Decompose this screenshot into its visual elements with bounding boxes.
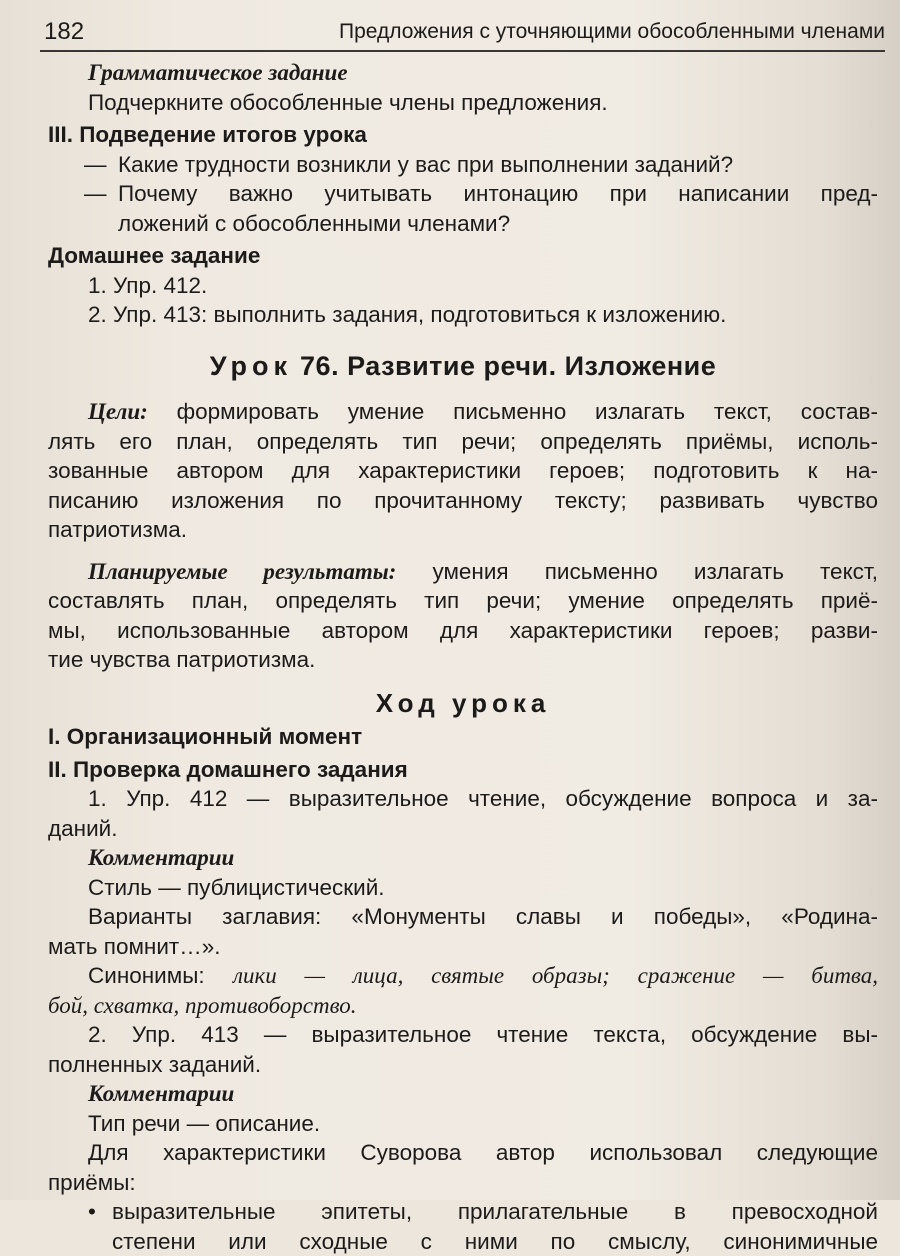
grammar-task-text: Подчеркните обособленные члены предложения.	[48, 88, 878, 118]
titles-line-1: Варианты заглавия: «Монументы славы и победы», «Родина-	[48, 902, 878, 932]
results-line-1	[48, 557, 878, 587]
summary-question-1	[48, 150, 878, 180]
summary-question-2-text: Почему важно учитывать интонацию при написании пред-	[118, 181, 878, 206]
item2-line-1: 2. Упр. 413 — выразительное чтение текста, обсуждение вы-	[48, 1020, 878, 1050]
results-text-1: умения письменно излагать текст,	[432, 559, 878, 584]
page-number: 182	[44, 18, 84, 46]
results-line-2: составлять план, определять тип речи; умение определять приё-	[48, 586, 878, 616]
lesson-title-rest: 76. Развитие речи. Изложение	[300, 351, 716, 381]
suvorov-line-2: приёмы:	[48, 1168, 878, 1198]
synonyms-line-2: бой, схватка, противоборство.	[48, 991, 878, 1021]
comments-label-1: Комментарии	[48, 843, 878, 873]
goals-line-5: патриотизма.	[48, 515, 878, 545]
speech-type-line: Тип речи — описание.	[48, 1109, 878, 1139]
goals-line-3: зованные автором для характеристики героев; подготовить к на-	[48, 456, 878, 486]
section2-heading: II. Проверка домашнего задания	[48, 755, 878, 785]
results-line-4: тие чувства патриотизма.	[48, 645, 878, 675]
titles-line-2: мать помнит…».	[48, 932, 878, 962]
item2-line-2: полненных заданий.	[48, 1050, 878, 1080]
item1-line-2: даний.	[48, 814, 878, 844]
grammar-task-heading: Грамматическое задание	[48, 58, 878, 88]
synonyms-label: Синонимы:	[88, 963, 205, 988]
goals-line-2: лять его план, определять тип речи; определять приёмы, исполь-	[48, 427, 878, 457]
homework-item-1: 1. Упр. 412.	[48, 271, 878, 301]
running-title: Предложения с уточняющими обособленными членами	[339, 20, 885, 44]
results-label: Планируемые результаты:	[88, 559, 396, 584]
summary-heading: III. Подведение итогов урока	[48, 120, 878, 150]
dash-mark: —	[84, 179, 107, 209]
synonyms-text-1: лики — лица, святые образы; сражение — битва,	[233, 963, 878, 988]
goals-text-1: формировать умение письменно излагать текст, состав-	[177, 399, 878, 424]
summary-question-2	[48, 179, 878, 209]
goals-line-1	[48, 397, 878, 427]
comments-label-2: Комментарии	[48, 1079, 878, 1109]
bullet-mark: •	[88, 1197, 96, 1227]
homework-heading: Домашнее задание	[48, 241, 878, 271]
summary-question-2-cont: ложений с обособленными членами?	[48, 209, 878, 239]
bullet-line-1: выразительные эпитеты, прилагательные в превосходной	[112, 1199, 878, 1224]
dash-mark: —	[84, 150, 107, 180]
homework-item-2: 2. Упр. 413: выполнить задания, подготовиться к изложению.	[48, 300, 878, 330]
section1-heading: I. Организационный момент	[48, 722, 878, 752]
bullet-item-1	[48, 1197, 878, 1227]
summary-question-1-text: Какие трудности возникли у вас при выполнении заданий?	[118, 152, 733, 177]
results-line-3: мы, использованные автором для характеристики героев; разви-	[48, 616, 878, 646]
page-content	[48, 58, 878, 1256]
style-line: Стиль — публицистический.	[48, 873, 878, 903]
course-title: Ход урока	[48, 689, 878, 719]
bullet-item-1-cont: степени или сходные с ними по смыслу, синонимичные	[48, 1227, 878, 1256]
suvorov-line-1: Для характеристики Суворова автор использовал следующие	[48, 1138, 878, 1168]
lesson-title	[48, 352, 878, 382]
page-header	[40, 14, 885, 52]
synonyms-line-1	[48, 961, 878, 991]
goals-line-4: писанию изложения по прочитанному тексту; развивать чувство	[48, 486, 878, 516]
goals-label: Цели:	[88, 399, 148, 424]
item1-line-1: 1. Упр. 412 — выразительное чтение, обсуждение вопроса и за-	[48, 784, 878, 814]
lesson-title-word: Урок	[210, 351, 292, 381]
